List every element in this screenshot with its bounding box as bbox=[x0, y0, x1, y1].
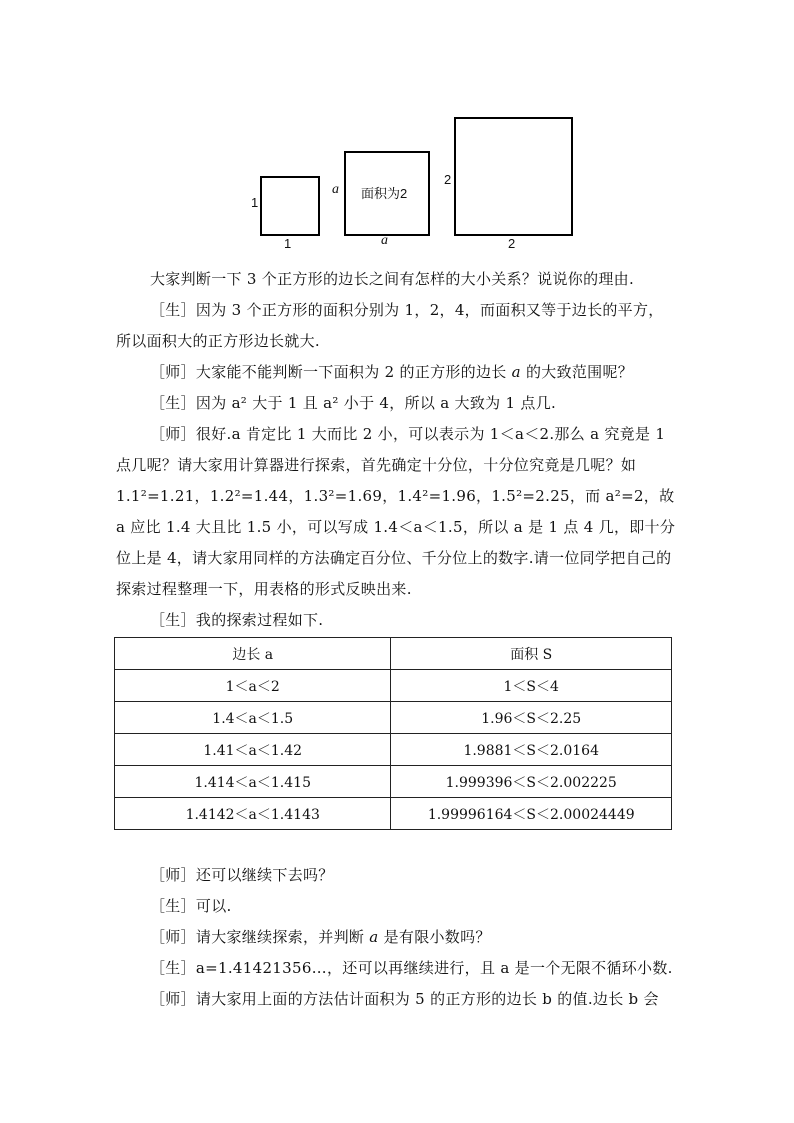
paragraph-teacher-4-b: 是有限小数吗？ bbox=[378, 928, 491, 946]
paragraph-student-1: ［生］因为 3 个正方形的面积分别为 1，2，4，而面积又等于边长的平方，所以面积大的正方形边长就大. bbox=[116, 301, 664, 350]
table-cell: 1.99996164＜S＜2.00024449 bbox=[391, 798, 672, 830]
table-cell: 1.96＜S＜2.25 bbox=[391, 702, 672, 734]
table-row bbox=[115, 766, 672, 798]
paragraph-teacher-3: ［师］还可以继续下去吗？ bbox=[150, 866, 334, 884]
exploration-table bbox=[114, 637, 672, 830]
paragraph-teacher-1-b: 的大致范围呢？ bbox=[520, 363, 634, 381]
paragraph-teacher-4-a: ［师］请大家继续探索，并判断 bbox=[150, 928, 370, 946]
table-row bbox=[115, 734, 672, 766]
squares-figure bbox=[0, 0, 794, 260]
square3-bottom-label: 2 bbox=[508, 236, 516, 251]
table-header-area: 面积 S bbox=[391, 638, 672, 670]
table-cell: 1.4142＜a＜1.4143 bbox=[115, 798, 391, 830]
table-header-row bbox=[115, 638, 672, 670]
table-cell: 1.414＜a＜1.415 bbox=[115, 766, 391, 798]
paragraph-student-4: ［生］可以. bbox=[150, 897, 232, 915]
paragraph-student-3: ［生］我的探索过程如下. bbox=[150, 611, 324, 629]
paragraph-teacher-4 bbox=[116, 922, 676, 953]
table-cell: 1.4＜a＜1.5 bbox=[115, 702, 391, 734]
paragraph-teacher-2: ［师］很好.a 肯定比 1 大而比 2 小，可以表示为 1＜a＜2.那么 a 究竟是 1 点几呢？请大家用计算器进行探索，首先确定十分位，十分位究竟是几呢？如 1.1²=1.21，1.2²=1.44，1.3²=1.69，1.4²=1.96，1.5²=2.25，而 a²=2，故 a 应比 1.4 大且比 1.5 小，可以写成 1.4＜a＜1.5，所以 a 是 1 点 4 几，即十分位上是 4，请大家用同样的方法确定百分位、千分位上的数字.请一位同学把自己的探索过程整理一下，用表格的形式反映出来. bbox=[116, 425, 676, 598]
table-cell: 1.41＜a＜1.42 bbox=[115, 734, 391, 766]
paragraph-question: 大家判断一下 3 个正方形的边长之间有怎样的大小关系？说说你的理由. bbox=[150, 270, 635, 288]
variable-a: a bbox=[511, 363, 521, 381]
table-cell: 1.9881＜S＜2.0164 bbox=[391, 734, 672, 766]
square2-inner-label: 面积为2 bbox=[361, 186, 408, 201]
square1-left-label: 1 bbox=[251, 195, 259, 210]
table-row bbox=[115, 702, 672, 734]
table-row bbox=[115, 670, 672, 702]
square2-bottom-label: a bbox=[381, 233, 388, 248]
paragraph-student-2: ［生］因为 a² 大于 1 且 a² 小于 4，所以 a 大致为 1 点几. bbox=[150, 394, 557, 412]
paragraph-student-5: ［生］a=1.41421356…，还可以再继续进行，且 a 是一个无限不循环小数. bbox=[150, 959, 673, 977]
paragraph-teacher-5: ［师］请大家用上面的方法估计面积为 5 的正方形的边长 b 的值.边长 b 会 bbox=[150, 990, 659, 1008]
square-side-1 bbox=[260, 176, 320, 236]
square3-left-label: 2 bbox=[444, 172, 452, 187]
paragraph-teacher-1 bbox=[116, 357, 676, 388]
square-side-2 bbox=[454, 117, 573, 236]
table-cell: 1＜a＜2 bbox=[115, 670, 391, 702]
table-row bbox=[115, 798, 672, 830]
table-cell: 1.999396＜S＜2.002225 bbox=[391, 766, 672, 798]
upper-text bbox=[116, 264, 676, 636]
variable-a: a bbox=[369, 928, 379, 946]
lower-text bbox=[116, 860, 676, 1015]
table-header-side: 边长 a bbox=[115, 638, 391, 670]
square2-left-label: a bbox=[332, 182, 339, 197]
square1-bottom-label: 1 bbox=[284, 236, 292, 251]
table-cell: 1＜S＜4 bbox=[391, 670, 672, 702]
paragraph-teacher-1-a: ［师］大家能不能判断一下面积为 2 的正方形的边长 bbox=[150, 363, 512, 381]
